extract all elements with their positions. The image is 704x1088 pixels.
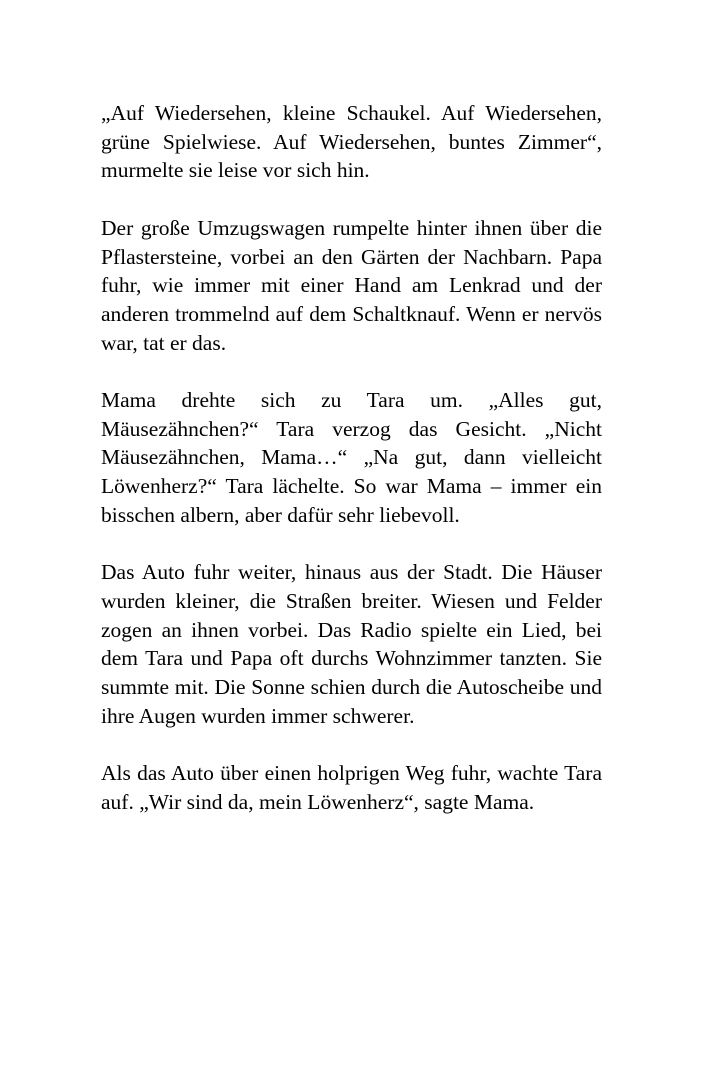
paragraph-arrival: Als das Auto über einen holprigen Weg fuhr, wachte Tara auf. „Wir sind da, mein Löwenherz“, sagte Mama.	[101, 761, 602, 814]
paragraph-car-ride: Das Auto fuhr weiter, hinaus aus der Stadt. Die Häuser wurden kleiner, die Straßen breiter. Wiesen und Felder zogen an ihnen vorbei. Das Radio spielte ein Lied, bei dem Tara und Papa oft durchs Wohnzimmer tanzten. Sie summte mit. Die Sonne schien durch die Autoscheibe und ihre Augen wurden immer schwerer.	[101, 560, 602, 728]
paragraph-mama-dialogue: Mama drehte sich zu Tara um. „Alles gut, Mäusezähnchen?“ Tara verzog das Gesicht. „Nicht Mäusezähnchen, Mama…“ „Na gut, dann vielleicht Löwenherz?“ Tara lächelte. So war Mama – immer ein bisschen albern, aber dafür sehr liebevoll.	[101, 388, 602, 527]
paragraph-farewell: „Auf Wiedersehen, kleine Schaukel. Auf Wiedersehen, grüne Spielwiese. Auf Wiedersehen, buntes Zimmer“, murmelte sie leise vor sich hin.	[101, 101, 602, 183]
paragraph-moving-van: Der große Umzugswagen rumpelte hinter ihnen über die Pflastersteine, vorbei an den Gärten der Nachbarn. Papa fuhr, wie immer mit einer Hand am Lenkrad und der anderen trommelnd auf dem Schaltknauf. Wenn er nervös war, tat er das.	[101, 215, 602, 355]
